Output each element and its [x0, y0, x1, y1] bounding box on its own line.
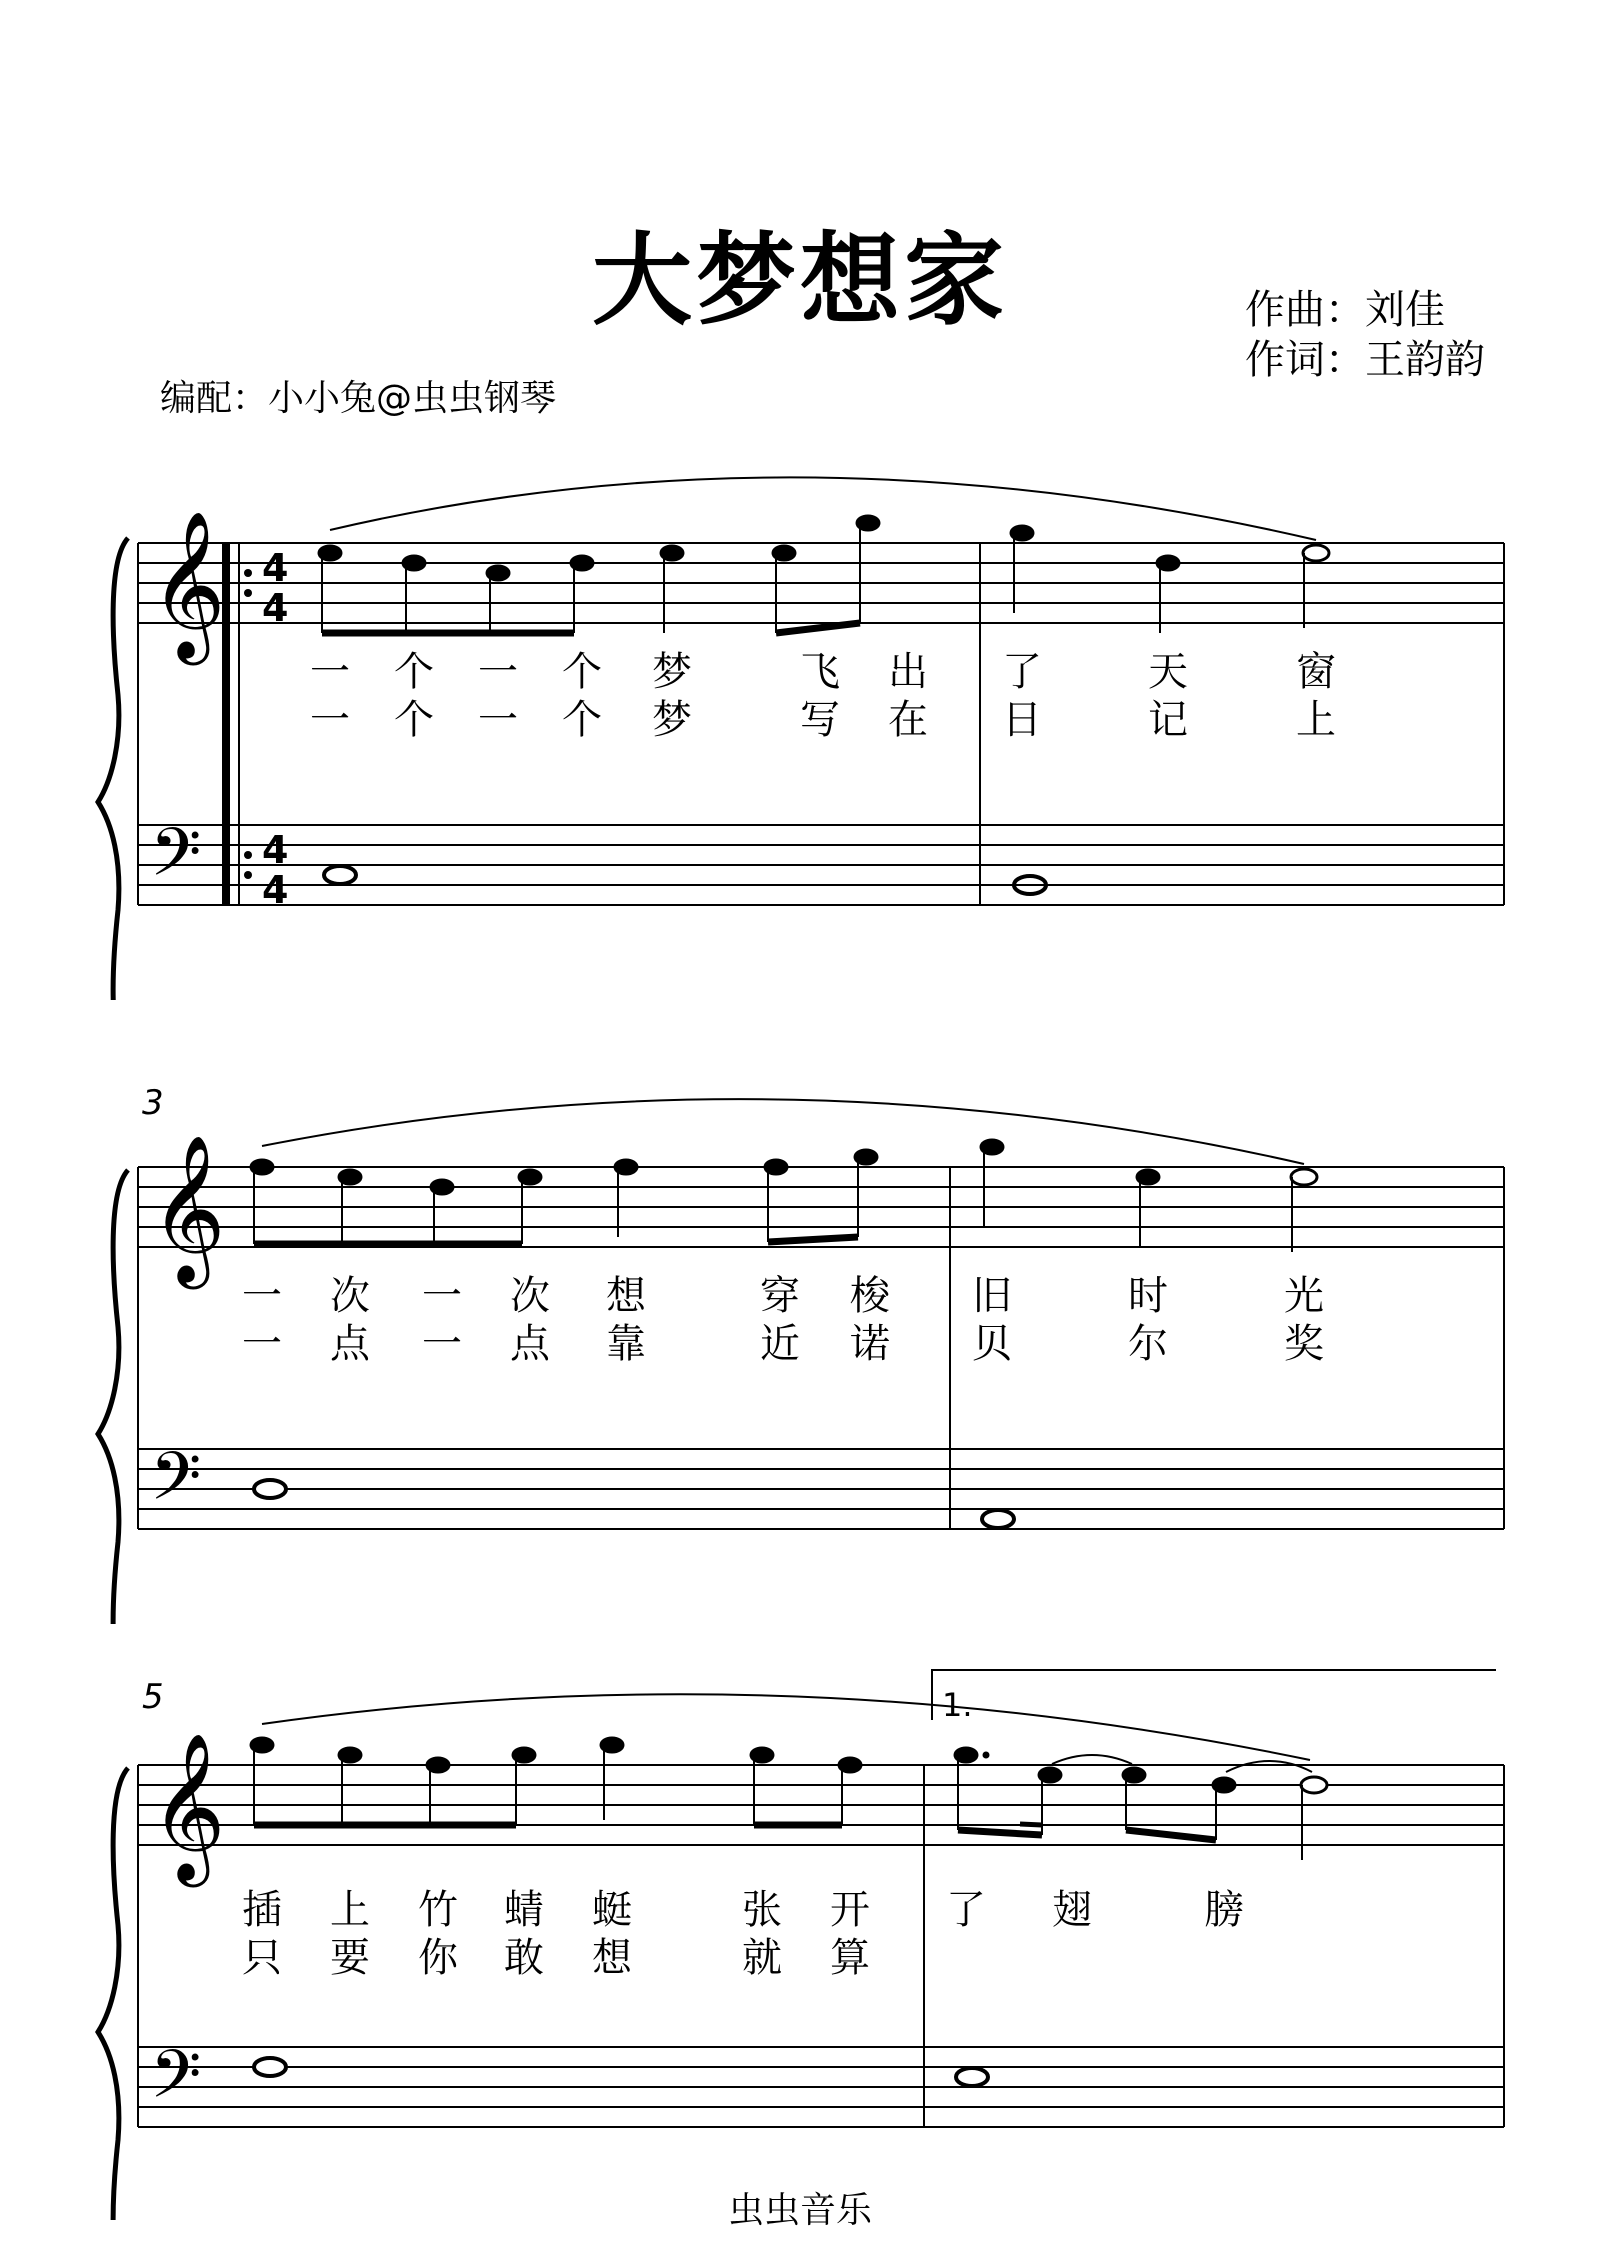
treble-clef-icon: 𝄞	[150, 1134, 226, 1283]
phrase-slur	[262, 1694, 1310, 1760]
ending-label: 1.	[942, 1686, 973, 1724]
bass-whole-note	[254, 2058, 286, 2076]
lyric-syllable: 竹	[418, 1887, 458, 1933]
song-title: 大梦想家	[592, 222, 1008, 339]
lyric-syllable: 穿	[760, 1273, 800, 1319]
lyric-syllable: 蜻	[504, 1887, 544, 1933]
lyric-syllable: 个	[394, 649, 434, 695]
lyric-syllable: 窗	[1296, 649, 1336, 695]
repeat-dots	[244, 569, 252, 879]
lyric-syllable: 了	[1002, 649, 1042, 695]
lyric-syllable: 一	[478, 649, 518, 695]
bass-clef-icon: 𝄢	[150, 1438, 202, 1531]
first-ending-bracket	[932, 1670, 1496, 1724]
lyric-syllable: 一	[310, 649, 350, 695]
lyric-syllable: 翅	[1052, 1887, 1092, 1933]
lyric-syllable: 只	[242, 1935, 282, 1981]
grand-staff-brace	[98, 1768, 128, 2220]
lyric-syllable: 张	[742, 1887, 782, 1933]
lyric-syllable: 了	[946, 1887, 986, 1933]
lyric-syllable: 你	[418, 1935, 458, 1981]
time-sig-top: 4	[262, 546, 289, 590]
lyrics-verse-1	[242, 1887, 1244, 1933]
arranger-credit: 编配：小小兔@虫虫钢琴	[160, 378, 557, 419]
footer-brand: 虫虫音乐	[727, 2190, 872, 2231]
lyric-syllable: 日	[1002, 697, 1042, 743]
lyric-syllable: 一	[478, 697, 518, 743]
lyric-syllable: 近	[760, 1321, 800, 1367]
treble-clef-icon: 𝄞	[150, 1732, 226, 1881]
lyric-syllable: 上	[1296, 697, 1336, 743]
tie	[1052, 1755, 1132, 1764]
lyric-syllable: 写	[800, 697, 840, 743]
lyric-syllable: 想	[606, 1273, 646, 1319]
lyric-syllable: 诺	[850, 1321, 890, 1367]
time-signature-bass	[262, 828, 288, 912]
lyric-syllable: 就	[742, 1935, 782, 1981]
treble-notes-measure-2	[1010, 525, 1329, 633]
lyric-syllable: 敢	[504, 1935, 544, 1981]
treble-notes-measure-6	[954, 1747, 1327, 1860]
bass-staff	[138, 2047, 1504, 2127]
time-sig-bottom: 4	[262, 868, 289, 912]
lyric-syllable: 开	[830, 1887, 870, 1933]
lyric-syllable: 时	[1128, 1273, 1168, 1319]
music-system-1	[0, 440, 1600, 1000]
bass-whole-note	[254, 1480, 286, 1498]
tie	[1226, 1761, 1312, 1772]
lyric-syllable: 个	[394, 697, 434, 743]
lyric-syllable: 次	[510, 1273, 550, 1319]
lyrics-verse-1	[310, 649, 1336, 695]
lyric-syllable: 梭	[850, 1273, 890, 1319]
lyric-syllable: 点	[510, 1321, 550, 1367]
time-signature-treble	[262, 546, 288, 630]
treble-notes-measure-1	[318, 515, 880, 633]
lyric-syllable: 一	[422, 1321, 462, 1367]
lyric-syllable: 贝	[972, 1321, 1012, 1367]
lyric-syllable: 光	[1284, 1273, 1324, 1319]
lyric-syllable: 一	[422, 1273, 462, 1319]
lyric-syllable: 个	[562, 697, 602, 743]
lyric-syllable: 梦	[652, 697, 692, 743]
lyrics-verse-1	[242, 1273, 1324, 1319]
lyric-syllable: 一	[310, 697, 350, 743]
lyric-syllable: 飞	[800, 649, 840, 695]
music-system-2	[0, 1064, 1600, 1624]
lyricist-credit: 作词：王韵韵	[1245, 337, 1485, 383]
bass-clef-icon: 𝄢	[150, 814, 202, 907]
music-system-3	[0, 1660, 1600, 2220]
time-sig-bottom: 4	[262, 586, 289, 630]
grand-staff-brace	[98, 1170, 128, 1624]
lyric-syllable: 要	[330, 1935, 370, 1981]
lyric-syllable: 点	[330, 1321, 370, 1367]
time-sig-top: 4	[262, 828, 289, 872]
lyric-syllable: 奖	[1284, 1321, 1324, 1367]
phrase-slur	[330, 477, 1316, 540]
lyric-syllable: 记	[1148, 697, 1188, 743]
lyric-syllable: 上	[330, 1887, 370, 1933]
lyric-syllable: 膀	[1204, 1887, 1244, 1933]
lyric-syllable: 次	[330, 1273, 370, 1319]
bass-clef-icon: 𝄢	[150, 2036, 202, 2129]
composer-credit: 作曲：刘佳	[1245, 287, 1445, 333]
phrase-slur	[262, 1099, 1304, 1164]
lyric-syllable: 在	[888, 697, 928, 743]
lyrics-verse-2	[242, 1321, 1324, 1367]
bass-whole-note	[324, 866, 356, 884]
lyric-syllable: 天	[1148, 649, 1188, 695]
lyric-syllable: 一	[242, 1321, 282, 1367]
lyric-syllable: 蜓	[592, 1887, 632, 1933]
lyrics-verse-2	[242, 1935, 870, 1981]
lyric-syllable: 想	[592, 1935, 632, 1981]
lyrics-verse-2	[310, 697, 1336, 743]
lyric-syllable: 插	[242, 1887, 282, 1933]
lyric-syllable: 尔	[1128, 1321, 1168, 1367]
bass-whole-note	[982, 1510, 1014, 1528]
measure-number: 3	[142, 1083, 164, 1123]
treble-notes-measure-3	[250, 1149, 878, 1244]
grand-staff-brace	[98, 538, 128, 1000]
lyric-syllable: 出	[888, 649, 928, 695]
lyric-syllable: 算	[830, 1935, 870, 1981]
lyric-syllable: 一	[242, 1273, 282, 1319]
treble-notes-measure-5	[250, 1737, 862, 1825]
treble-staff	[138, 543, 1504, 623]
measure-number: 5	[142, 1677, 164, 1717]
treble-clef-icon: 𝄞	[150, 510, 226, 659]
bass-whole-note	[956, 2068, 988, 2086]
bass-staff	[138, 1449, 1504, 1529]
lyric-syllable: 靠	[606, 1321, 646, 1367]
lyric-syllable: 个	[562, 649, 602, 695]
lyric-syllable: 梦	[652, 649, 692, 695]
lyric-syllable: 旧	[972, 1273, 1012, 1319]
